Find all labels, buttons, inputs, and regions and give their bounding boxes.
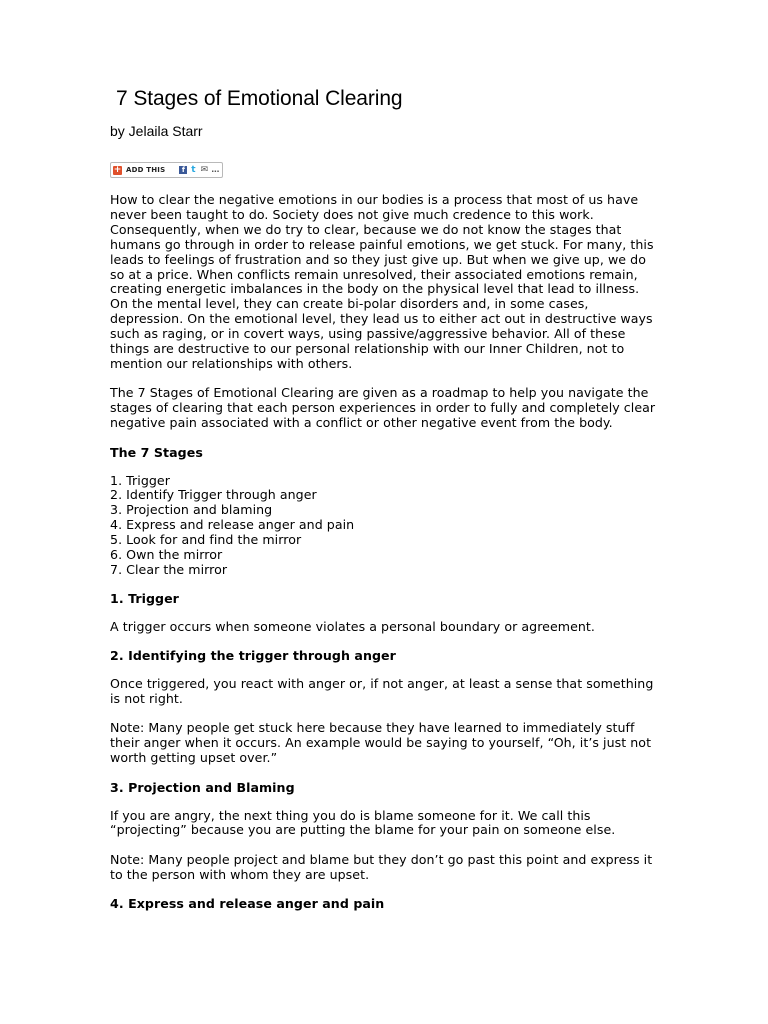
section-paragraph: Once triggered, you react with anger or, if not anger, at least a sense that something is not right. [110,676,654,706]
list-item: 3. Projection and blaming [110,502,273,518]
author-byline: by Jelaila Starr [110,123,203,139]
share-label: ADD THIS [126,166,166,174]
section-paragraph: Note: Many people get stuck here because they have learned to immediately stuff their anger when it occurs. An example would be saying to yourself, “Oh, it’s just not worth getting upset over.” [110,720,652,766]
section-heading: 3. Projection and Blaming [110,779,295,795]
list-item: 6. Own the mirror [110,547,223,563]
intro-paragraph: How to clear the negative emotions in our bodies is a process that most of us have never been taught to do. Society does not give much credence to this work. Consequently, when we do try to clear, because we do not know the stages that humans go through in order to release painful emotions, we get stuck. For many, this leads to feelings of frustration and so they just give up. But when we give up, we do so at a price. When conflicts remain unresolved, their associated emotions remain, creating energetic imbalances in the body on the physical level that lead to illness. On the mental level, they can create bi-polar disorders and, in some cases, depression. On the emotional level, they lead us to either act out in destructive ways such as raging, or in covert ways, using passive/aggressive behavior. All of these things are destructive to our personal relationship with our Inner Children, not to mention our relationships with others. [110,192,654,371]
section-paragraph: A trigger occurs when someone violates a personal boundary or agreement. [110,618,595,634]
stages-heading: The 7 Stages [110,444,203,460]
more-icon[interactable]: … [211,165,220,174]
section-heading: 4. Express and release anger and pain [110,896,385,912]
list-item: 5. Look for and find the mirror [110,532,302,548]
list-item: 2. Identify Trigger through anger [110,487,317,503]
article-body [110,193,658,912]
section-paragraph: Note: Many people project and blame but they don’t go past this point and express it to the person with whom they are upset. [110,851,653,882]
document-page [110,86,658,925]
intro-paragraph: The 7 Stages of Emotional Clearing are given as a roadmap to help you navigate the stages of clearing that each person experiences in order to fully and completely clear negative pain associated with a conflict or other negative event from the body. [110,385,656,431]
section-paragraph: If you are angry, the next thing you do is blame someone for it. We call this “projecting” because you are putting the blame for your pain on someone else. [110,807,616,838]
twitter-icon[interactable]: t [191,165,196,175]
email-icon[interactable]: ✉ [200,165,209,175]
list-item: 1. Trigger [110,472,170,488]
list-item: 7. Clear the mirror [110,561,228,577]
plus-icon: + [113,164,122,175]
section-heading: 2. Identifying the trigger through anger [110,648,396,664]
page-title: 7 Stages of Emotional Clearing [116,87,403,110]
section-heading: 1. Trigger [110,590,179,606]
facebook-icon[interactable]: f [179,166,187,174]
list-item: 4. Express and release anger and pain [110,517,355,533]
addthis-share-button[interactable] [110,162,223,178]
stages-list [110,474,658,578]
